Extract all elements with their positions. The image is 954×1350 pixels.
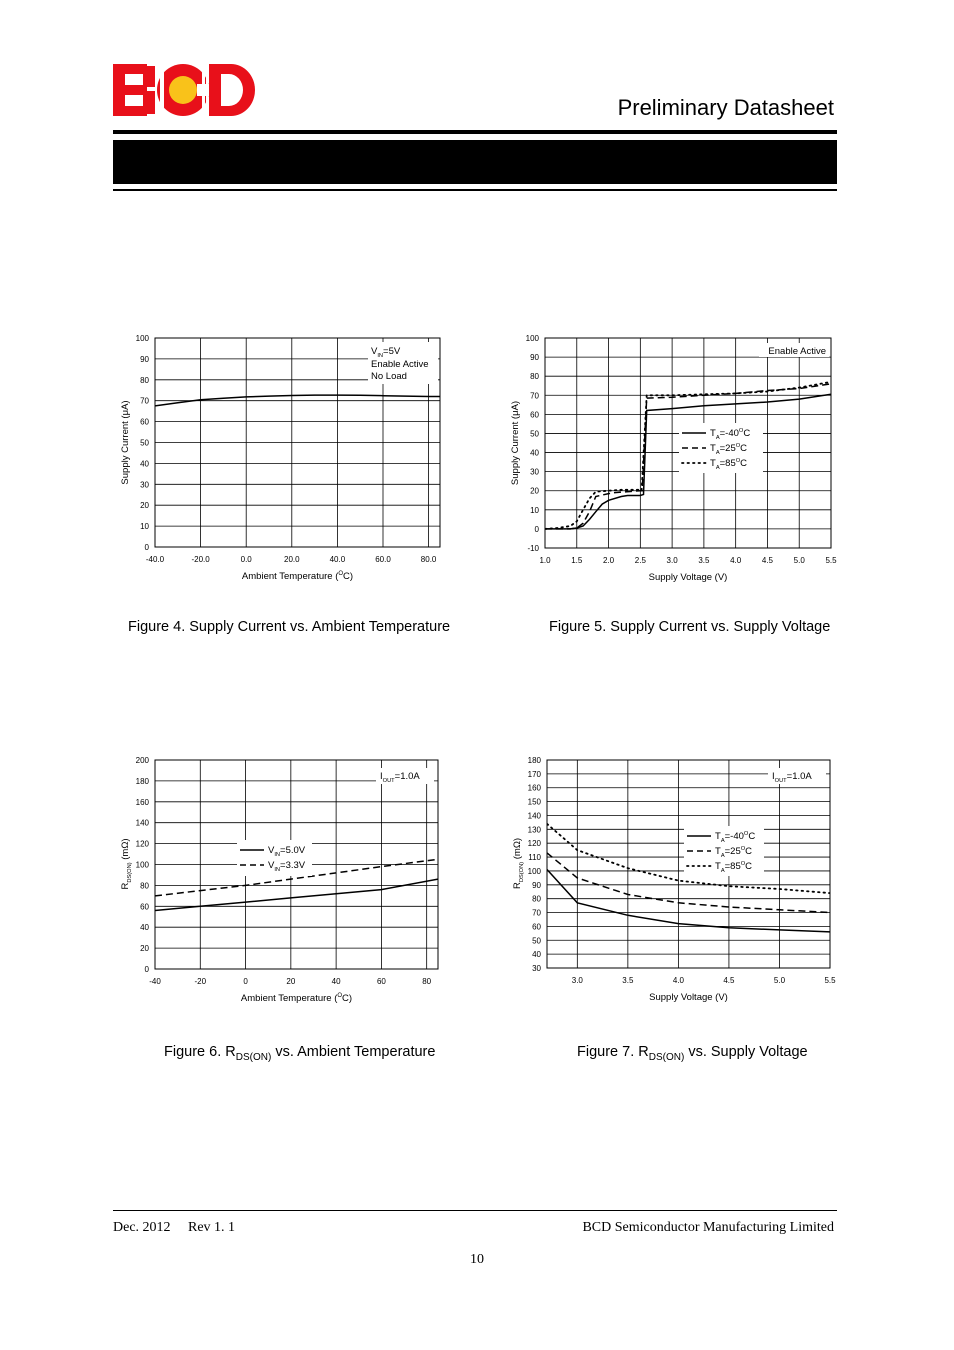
x-tick-label: 40.0 [329, 555, 346, 564]
x-tick-label: 60.0 [375, 555, 391, 564]
series-line-solid [155, 879, 438, 910]
y-tick-label: 90 [530, 353, 539, 363]
x-tick-label: 2.5 [634, 556, 646, 565]
footer-rule [113, 1210, 837, 1211]
y-tick-label: 20 [530, 486, 539, 496]
annotation-iout: $I_{OUT}=1.0A$ [772, 771, 812, 784]
chart-supply-current-vs-temperature [110, 330, 455, 585]
legend-label: $T_A=-40^OC$ [715, 831, 756, 844]
y-tick-label: 60 [530, 410, 539, 420]
legend-label: $T_A=25^OC$ [710, 443, 748, 456]
x-tick-label: 3.5 [698, 556, 710, 565]
header-black-band [113, 140, 837, 184]
y-tick-label: 20 [140, 944, 149, 954]
x-tick-label: 5.0 [773, 976, 786, 985]
chart-supply-current-vs-voltage [505, 330, 850, 585]
y-tick-label: 60 [140, 417, 149, 427]
y-tick-label: 200 [135, 756, 149, 765]
x-tick-label: 20 [286, 977, 296, 986]
x-tick-label: 40 [331, 977, 341, 986]
annotation-no-load: No Load [371, 371, 407, 382]
y-tick-label: 160 [527, 783, 541, 793]
footer-company: BCD Semiconductor Manufacturing Limited [582, 1220, 834, 1235]
bcd-logo [113, 64, 255, 116]
y-tick-label: 10 [530, 505, 539, 515]
x-tick-label: 0.0 [240, 555, 252, 564]
figure-7-caption: Figure 7. $R_{DS(ON)}$ vs. Supply Voltage [577, 1044, 808, 1063]
y-tick-label: 140 [135, 818, 149, 828]
x-axis-label: Ambient Temperature ($^O$C) [240, 993, 353, 1004]
y-tick-label: 40 [530, 448, 539, 458]
footer-page-number: 10 [470, 1252, 484, 1267]
legend-label: $T_A=85^OC$ [710, 458, 748, 471]
y-tick-label: 40 [140, 459, 149, 469]
x-tick-label: -40.0 [145, 555, 165, 564]
y-tick-label: 120 [527, 839, 541, 849]
x-tick-label: 3.5 [622, 976, 634, 985]
x-tick-label: -20 [194, 977, 207, 986]
y-axis-label: $R_{DS(ON)}$ (mΩ) [512, 837, 525, 889]
figure-6-caption: Figure 6. $R_{DS(ON)}$ vs. Ambient Temperature [164, 1044, 436, 1063]
y-axis-label: $R_{DS(ON)}$ (mΩ) [120, 838, 133, 890]
y-axis-label: Supply Current (μA) [510, 400, 521, 486]
y-tick-label: 0 [534, 524, 539, 534]
y-tick-label: 90 [532, 880, 541, 890]
y-tick-label: 100 [525, 334, 539, 343]
header-rule-thick [113, 130, 837, 134]
x-tick-label: -20.0 [191, 555, 210, 564]
x-tick-label: 20.0 [284, 555, 300, 564]
y-tick-label: 50 [530, 429, 539, 439]
x-tick-label: 80.0 [420, 555, 437, 564]
y-tick-label: 80 [530, 372, 539, 382]
x-tick-label: 5.5 [824, 976, 836, 985]
x-tick-label: 4.0 [672, 976, 684, 985]
y-tick-label: 160 [135, 797, 149, 807]
y-axis-label-group [120, 838, 133, 889]
x-tick-label: 0 [243, 977, 248, 986]
y-tick-label: 100 [527, 866, 541, 876]
x-tick-label: 5.0 [793, 556, 805, 565]
x-tick-label: -40 [149, 977, 161, 986]
y-tick-label: 60 [140, 902, 149, 912]
x-axis-label: Supply Voltage (V) [648, 572, 728, 583]
y-tick-label: 180 [527, 756, 541, 765]
y-tick-label: 130 [527, 825, 541, 835]
chart-rdson-vs-voltage [505, 752, 850, 1007]
y-tick-label: 0 [144, 965, 149, 974]
x-axis-label: Supply Voltage (V) [649, 992, 728, 1003]
annotation-enable-active: Enable Active [371, 359, 429, 370]
logo-letter-b [113, 64, 155, 116]
x-tick-label: 60 [376, 977, 386, 986]
y-tick-label: 40 [140, 923, 149, 933]
y-tick-label: 60 [532, 922, 541, 932]
y-tick-label: 180 [135, 776, 149, 786]
y-tick-label: 70 [140, 396, 149, 406]
x-tick-label: 80 [422, 977, 432, 986]
y-tick-label: 80 [532, 894, 541, 904]
x-tick-label: 5.5 [825, 556, 837, 565]
figure-5-caption: Figure 5. Supply Current vs. Supply Voltage [549, 619, 831, 635]
footer-date: Dec. 2012 [113, 1220, 171, 1235]
y-tick-label: 170 [527, 769, 541, 779]
y-axis-label: Supply Current (μA) [120, 400, 131, 485]
chart-rdson-vs-temperature [110, 752, 455, 1007]
logo-letter-c [157, 64, 211, 116]
y-tick-label: 30 [532, 964, 541, 973]
header-rule-thin [113, 189, 837, 191]
y-tick-label: 90 [140, 354, 149, 364]
x-tick-label: 1.5 [571, 556, 583, 565]
footer-revision: Rev 1. 1 [188, 1220, 236, 1235]
x-tick-label: 4.5 [761, 556, 774, 565]
y-tick-label: 80 [140, 375, 149, 385]
legend-label: $T_A=-40^OC$ [710, 428, 751, 441]
x-tick-label: 4.5 [723, 976, 735, 985]
y-tick-label: 110 [528, 853, 541, 863]
y-tick-label: 20 [140, 501, 149, 511]
legend-label: $V_{IN}=5.0V$ [268, 845, 306, 858]
y-tick-label: 120 [135, 839, 149, 849]
y-tick-label: 150 [527, 797, 541, 807]
y-tick-label: 30 [530, 467, 539, 477]
header-title: Preliminary Datasheet [617, 95, 834, 120]
y-tick-label: -10 [527, 544, 539, 553]
y-tick-label: 10 [140, 522, 149, 532]
y-tick-label: 70 [530, 391, 539, 401]
y-tick-label: 50 [532, 936, 541, 946]
y-tick-label: 80 [140, 881, 149, 891]
y-tick-label: 0 [144, 543, 149, 552]
x-tick-label: 2.0 [602, 556, 615, 565]
y-axis-label-group [512, 838, 525, 889]
annotation-iout: $I_{OUT}=1.0A$ [380, 771, 420, 784]
legend-label: $T_A=25^OC$ [715, 846, 753, 859]
annotation-vin: $V_{IN}=5V$ [371, 346, 401, 359]
x-axis-label: Ambient Temperature ($^O$C) [241, 571, 354, 582]
figure-4-caption: Figure 4. Supply Current vs. Ambient Temperature [128, 619, 451, 635]
y-tick-label: 30 [140, 480, 149, 490]
y-tick-label: 100 [135, 860, 149, 870]
y-tick-label: 70 [532, 908, 541, 918]
logo-letter-d [209, 64, 255, 116]
legend-label: $V_{IN}=3.3V$ [268, 860, 306, 873]
annotation-enable-active: Enable Active [768, 346, 826, 357]
x-tick-label: 3.0 [666, 556, 678, 565]
y-tick-label: 140 [527, 811, 541, 821]
x-tick-label: 1.0 [539, 556, 551, 565]
x-tick-label: 3.0 [571, 976, 583, 985]
x-tick-label: 4.0 [730, 556, 742, 565]
y-tick-label: 100 [135, 334, 149, 343]
legend-label: $T_A=85^OC$ [715, 861, 753, 874]
y-tick-label: 40 [532, 950, 541, 960]
series-line-solid [547, 870, 830, 932]
y-tick-label: 50 [140, 438, 149, 448]
